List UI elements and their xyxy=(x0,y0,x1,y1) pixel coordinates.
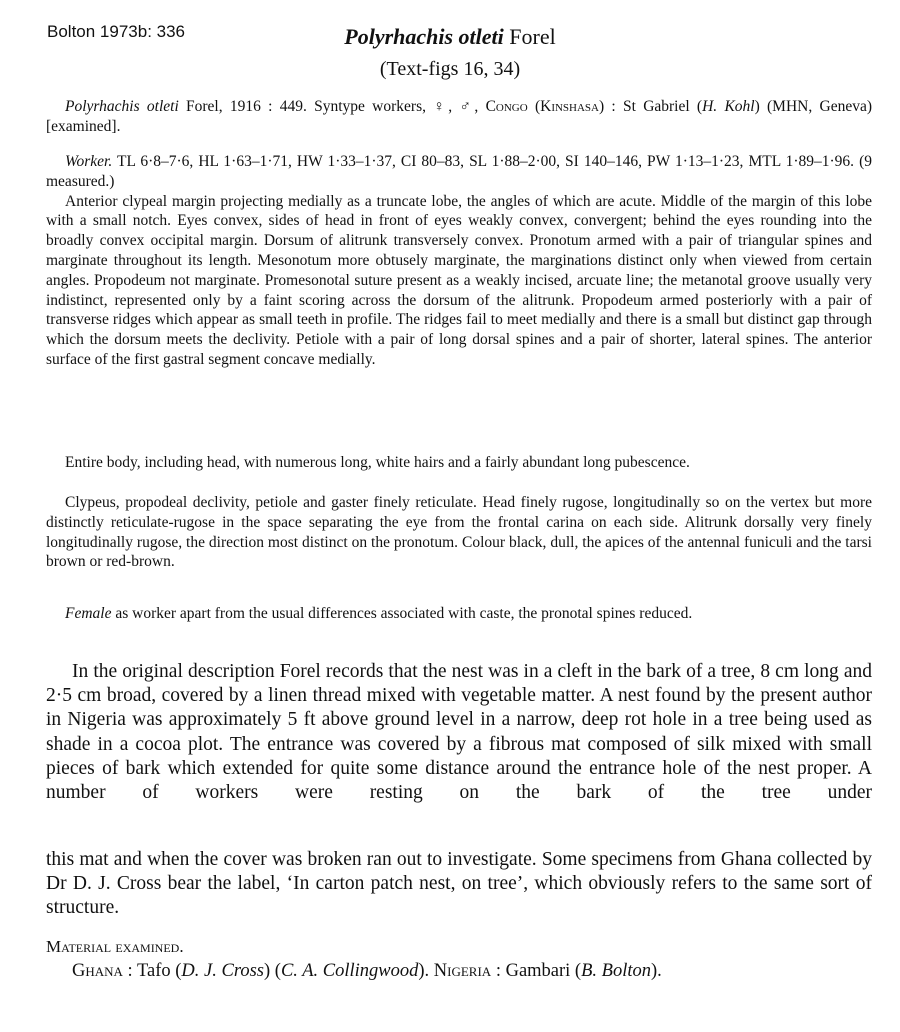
type-country: Congo (Kinshasa) xyxy=(485,98,605,115)
worker-description: Anterior clypeal margin projecting medially as a truncate lobe, the angles of which are acute. Middle of the margin of this lobe with a small notch. Eyes convex, sides of head in front of eyes weakly convex, convergent; behind the eyes rounding into the broadly convex occipital margin. Dorsum of alitrunk transversely convex. Pronotum armed with a pair of triangular spines and marginate throughout its length. Mesonotum more obtusely marginate, the marginations distinct only when viewed from certain angles. Propodeum not marginate. Promesonotal suture present as a weakly incised, arcuate line; the metanotal groove usually very indistinct, represented only by a faint scoring across the dorsum of the alitrunk. Propodeum armed posteriorly with a pair of transverse ridges which appear as small teeth in profile. The ridges fail to meet medially and there is a small but distinct gap through which the dorsum meets the declivity. Petiole with a pair of long dorsal spines and a pair of shorter, lateral spines. The anterior surface of the first gastral segment concave medially. xyxy=(46,192,872,368)
type-locality: : St Gabriel ( xyxy=(604,98,703,115)
biology-text-2: this mat and when the cover was broken ran out to investigate. Some specimens from Ghana collected by Dr D. J. Cross bear the label, ‘In carton patch nest, on tree’, which obviously refers to the same sort of structure. xyxy=(46,849,872,919)
material-heading: Material examined. xyxy=(46,937,184,956)
material-country-nigeria: Nigeria xyxy=(433,961,492,981)
species-author: Forel xyxy=(503,24,556,49)
material-list xyxy=(72,961,872,982)
material-end: ). xyxy=(650,961,662,981)
pubescence-paragraph xyxy=(46,453,872,473)
species-name: Polyrhachis otleti xyxy=(344,24,504,49)
material-separator-2: ) ( xyxy=(263,961,281,981)
synonym-taxon: Polyrhachis otleti xyxy=(65,98,179,115)
female-paragraph xyxy=(46,604,872,624)
pubescence-text: Entire body, including head, with numerous long, white hairs and a fairly abundant long pubescence. xyxy=(65,454,690,471)
material-country-ghana: Ghana xyxy=(72,961,123,981)
material-collector-2: C. A. Collingwood xyxy=(280,961,419,981)
material-collector-3: B. Bolton xyxy=(581,961,651,981)
biology-text-1: In the original description Forel records that the nest was in a cleft in the bark of a tree, 8 cm long and 2·5 cm broad, covered by a linen thread mixed with vegetable matter. A nest found by the present author in Nigeria was approximately 5 ft above ground level in a narrow, deep rot hole in a tree being used as shade in a cocoa plot. The entrance was covered by a fibrous mat composed of silk mixed with small pieces of bark which extended for quite some distance around the entrance hole of the nest proper. A number of workers were resting on the bark of the tree under xyxy=(46,661,872,804)
type-repository: ) (MHN, Geneva) [examined]. xyxy=(46,98,872,135)
figure-reference: (Text-figs 16, 34) xyxy=(379,58,521,80)
worker-measurements: TL 6·8–7·6, HL 1·63–1·71, HW 1·33–1·37, CI 80–83, SL 1·88–2·00, SI 140–146, PW 1·13–1·23, MTL 1·89–1·96. (9 measured.) xyxy=(46,153,872,190)
biology-paragraph-continued xyxy=(46,848,872,921)
synonym-reference: Forel, 1916 : 449. Syntype workers, ♀, ♂, xyxy=(178,98,486,115)
biology-paragraph xyxy=(46,660,872,805)
material-collector-1: D. J. Cross xyxy=(181,961,264,981)
worker-section xyxy=(46,152,872,370)
sculpture-paragraph xyxy=(46,493,872,572)
worker-measurements-paragraph xyxy=(46,152,872,192)
material-separator-3: ). xyxy=(418,961,434,981)
page-title xyxy=(0,24,900,50)
material-locality-2: : Gambari ( xyxy=(491,961,582,981)
citation: Bolton 1973b: 336 xyxy=(47,22,186,41)
female-label: Female xyxy=(65,605,112,622)
synonymy-paragraph xyxy=(46,97,872,137)
material-locality-1: : Tafo ( xyxy=(122,961,182,981)
female-text: as worker apart from the usual differences associated with caste, the pronotal spines reduced. xyxy=(111,605,693,622)
type-collector: H. Kohl xyxy=(702,98,755,115)
worker-label: Worker. xyxy=(65,153,113,170)
sculpture-text: Clypeus, propodeal declivity, petiole and gaster finely reticulate. Head finely rugose, longitudinally so on the vertex but more distinctly reticulate-rugose in the space separating the eye from the frontal carina on each side. Alitrunk dorsally very finely longitudinally rugose, the direction most distinct on the pronotum. Colour black, dull, the apices of the antennal funiculi and the tarsi brown or red-brown. xyxy=(46,494,872,571)
